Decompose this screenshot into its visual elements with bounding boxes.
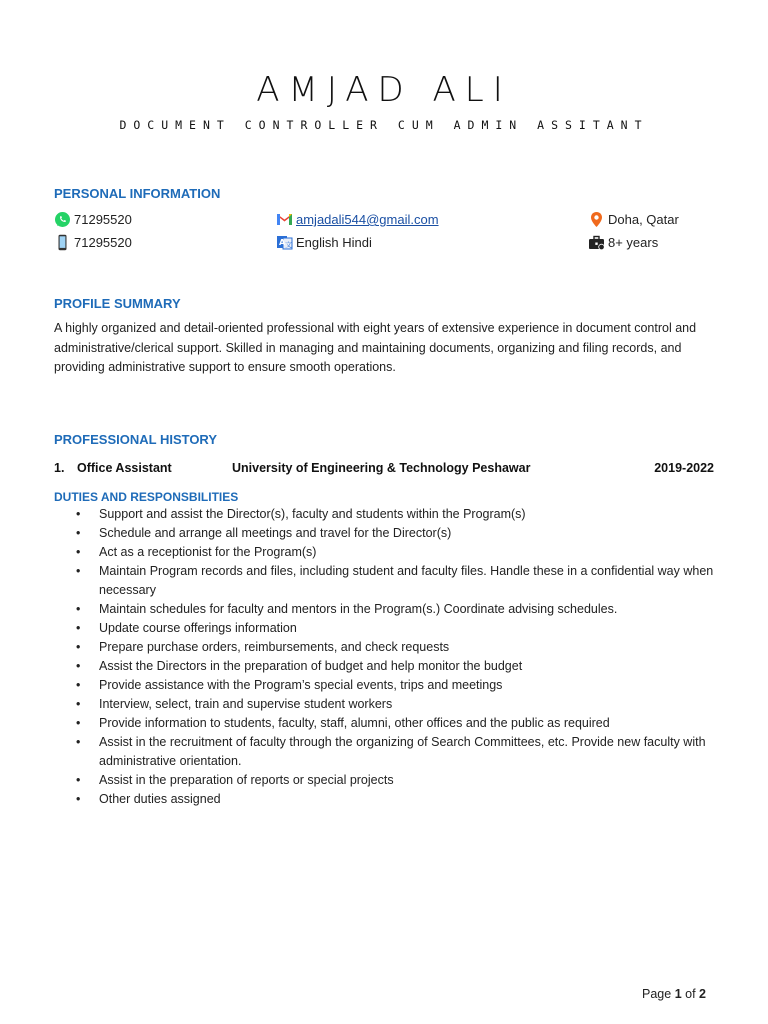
duty-text: Assist in the recruitment of faculty through the organizing of Search Committees, etc. Provide new faculty with administrative orientation. xyxy=(99,735,706,768)
bullet-icon: • xyxy=(76,659,81,673)
list-item xyxy=(54,638,714,657)
bullet-icon: • xyxy=(76,792,81,806)
list-item xyxy=(54,714,714,733)
bullet-icon: • xyxy=(76,716,81,730)
duty-text: Schedule and arrange all meetings and travel for the Director(s) xyxy=(99,526,452,540)
list-item xyxy=(54,771,714,790)
bullet-icon: • xyxy=(76,640,81,654)
duty-text: Interview, select, train and supervise student workers xyxy=(99,697,393,711)
duty-text: Other duties assigned xyxy=(99,792,221,806)
total-pages: 2 xyxy=(699,987,706,1001)
list-item xyxy=(54,619,714,638)
mobile-phone-icon xyxy=(54,234,71,251)
email-contact xyxy=(276,211,439,228)
list-item xyxy=(54,562,714,600)
phone-contact xyxy=(54,234,132,251)
profile-summary-heading: PROFILE SUMMARY xyxy=(54,296,181,311)
svg-text:文: 文 xyxy=(285,241,292,249)
email-link[interactable]: amjadali544@gmail.com xyxy=(296,212,439,227)
translate-icon xyxy=(276,234,293,251)
duties-heading: DUTIES AND RESPONSBILITIES xyxy=(54,490,239,504)
bullet-icon: • xyxy=(76,526,81,540)
list-item xyxy=(54,505,714,524)
location-info xyxy=(588,211,679,228)
list-item xyxy=(54,676,714,695)
bullet-icon: • xyxy=(76,735,81,749)
phone-number: 71295520 xyxy=(74,235,132,250)
list-item xyxy=(54,657,714,676)
of-word: of xyxy=(685,987,696,1001)
profile-summary-text: A highly organized and detail-oriented professional with eight years of extensive experience in document control and administrative/clerical support. Skilled in managing and maintaining documents, organizing and filing records, and providing administrative support to ensure smooth operations. xyxy=(54,321,697,374)
duty-text: Assist the Directors in the preparation of budget and help monitor the budget xyxy=(99,659,523,673)
experience-info xyxy=(588,234,658,251)
info-row-1 xyxy=(54,211,714,231)
bullet-icon: • xyxy=(76,545,81,559)
experience-text: 8+ years xyxy=(608,235,659,250)
duty-text: Act as a receptionist for the Program(s) xyxy=(99,545,317,559)
languages-text: English Hindi xyxy=(296,235,372,250)
duty-text: Maintain schedules for faculty and mentors in the Program(s.) Coordinate advising schedules. xyxy=(99,602,618,616)
duty-text: Update course offerings information xyxy=(99,621,297,635)
bullet-icon: • xyxy=(76,697,81,711)
duty-text: Provide assistance with the Program’s special events, trips and meetings xyxy=(99,678,503,692)
duty-text: Assist in the preparation of reports or special projects xyxy=(99,773,394,787)
svg-text:A: A xyxy=(279,238,286,247)
list-item xyxy=(54,695,714,714)
bullet-icon: • xyxy=(76,678,81,692)
list-item xyxy=(54,543,714,562)
page-word: Page xyxy=(642,987,672,1001)
job-employer: University of Engineering & Technology Peshawar xyxy=(232,461,531,475)
duties-list xyxy=(54,505,714,809)
list-item xyxy=(54,790,714,809)
location-text: Doha, Qatar xyxy=(608,212,679,227)
gmail-icon xyxy=(276,211,293,228)
info-row-2 xyxy=(54,234,714,254)
briefcase-icon xyxy=(588,234,605,251)
location-pin-icon xyxy=(588,211,605,228)
list-item xyxy=(54,600,714,619)
personal-info-heading: PERSONAL INFORMATION xyxy=(54,186,221,201)
professional-history-heading: PROFESSIONAL HISTORY xyxy=(54,432,218,447)
bullet-icon: • xyxy=(76,621,81,635)
bullet-icon: • xyxy=(76,773,81,787)
job-years: 2019-2022 xyxy=(654,461,714,475)
page-number xyxy=(642,987,706,1001)
candidate-name: AMJAD ALI xyxy=(256,70,512,110)
duty-text: Support and assist the Director(s), faculty and students within the Program(s) xyxy=(99,507,526,521)
whatsapp-contact xyxy=(54,211,132,228)
whatsapp-icon xyxy=(54,211,71,228)
duty-text: Maintain Program records and files, including student and faculty files. Handle these in a confidential way when necessary xyxy=(99,564,714,597)
list-item xyxy=(54,524,714,543)
duty-text: Provide information to students, faculty, staff, alumni, other offices and the public as required xyxy=(99,716,610,730)
languages-info xyxy=(276,234,372,251)
duty-text: Prepare purchase orders, reimbursements, and check requests xyxy=(99,640,450,654)
list-item xyxy=(54,733,714,771)
whatsapp-number: 71295520 xyxy=(74,212,132,227)
bullet-icon: • xyxy=(76,507,81,521)
job-number: 1. xyxy=(54,461,65,475)
current-page: 1 xyxy=(674,987,682,1001)
bullet-icon: • xyxy=(76,564,81,578)
job-position: Office Assistant xyxy=(77,461,172,475)
job-entry xyxy=(54,461,714,479)
bullet-icon: • xyxy=(76,602,81,616)
job-title: DOCUMENT CONTROLLER CUM ADMIN ASSITANT xyxy=(119,118,649,132)
